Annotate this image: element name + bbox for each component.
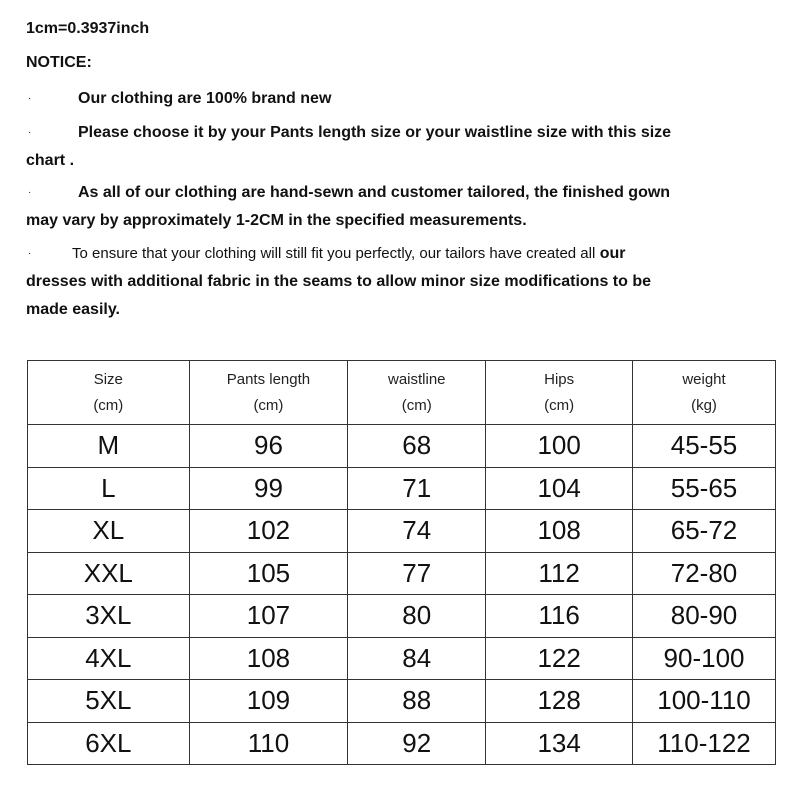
cell-pants-length: 105 [189, 552, 348, 595]
cell-hips: 100 [486, 425, 633, 468]
cell-pants-length: 99 [189, 467, 348, 510]
cell-waistline: 80 [348, 595, 486, 638]
table-body [28, 425, 776, 765]
cell-weight: 90-100 [633, 637, 776, 680]
bullet-dot: · [28, 248, 32, 259]
cell-size: M [28, 425, 190, 468]
cell-pants-length: 110 [189, 722, 348, 765]
cell-hips: 128 [486, 680, 633, 723]
bullet-dot: · [28, 187, 32, 198]
cell-weight: 100-110 [633, 680, 776, 723]
cell-waistline: 88 [348, 680, 486, 723]
notice-bullet-1 [26, 85, 331, 113]
table-row [28, 467, 776, 510]
cell-size: XXL [28, 552, 190, 595]
notice-bullet-4 [26, 240, 651, 324]
cell-weight: 110-122 [633, 722, 776, 765]
bullet-text-continued: may vary by approximately 1-2CM in the specified measurements. [26, 212, 527, 229]
cell-hips: 108 [486, 510, 633, 553]
header-waistline: waistline (cm) [348, 361, 486, 425]
cell-size: XL [28, 510, 190, 553]
table-header-row [28, 361, 776, 425]
table-row [28, 595, 776, 638]
notice-title: NOTICE: [26, 54, 92, 71]
table-row [28, 722, 776, 765]
bullet-text: Our clothing are 100% brand new [78, 90, 332, 107]
cell-waistline: 71 [348, 467, 486, 510]
header-size: Size (cm) [28, 361, 190, 425]
bullet-lead-bold: our [595, 245, 626, 262]
bullet-text-continued: dresses with additional fabric in the seams to allow minor size modifications to be [26, 273, 652, 290]
cell-waistline: 84 [348, 637, 486, 680]
header-weight: weight (kg) [633, 361, 776, 425]
cell-size: L [28, 467, 190, 510]
bullet-text-continued: chart . [26, 152, 75, 169]
cell-pants-length: 107 [189, 595, 348, 638]
cell-waistline: 92 [348, 722, 486, 765]
cell-waistline: 77 [348, 552, 486, 595]
bullet-text: As all of our clothing are hand-sewn and customer tailored, the finished gown [78, 184, 671, 201]
header-hips: Hips (cm) [486, 361, 633, 425]
cell-size: 4XL [28, 637, 190, 680]
cell-hips: 134 [486, 722, 633, 765]
cell-weight: 80-90 [633, 595, 776, 638]
bullet-text: Please choose it by your Pants length size or your waistline size with this size [78, 124, 672, 141]
notice-bullet-3 [26, 179, 670, 235]
cell-weight: 45-55 [633, 425, 776, 468]
cell-size: 3XL [28, 595, 190, 638]
cell-size: 5XL [28, 680, 190, 723]
size-chart-table [27, 360, 776, 765]
cell-pants-length: 108 [189, 637, 348, 680]
table-row [28, 510, 776, 553]
cell-weight: 65-72 [633, 510, 776, 553]
unit-conversion: 1cm=0.3937inch [26, 20, 150, 37]
bullet-text-continued: made easily. [26, 301, 120, 318]
notice-bullet-2 [26, 119, 671, 175]
table-row [28, 637, 776, 680]
bullet-dot: · [28, 93, 32, 104]
cell-waistline: 68 [348, 425, 486, 468]
cell-pants-length: 109 [189, 680, 348, 723]
header-pants-length: Pants length (cm) [189, 361, 348, 425]
cell-hips: 112 [486, 552, 633, 595]
cell-hips: 122 [486, 637, 633, 680]
bullet-dot: · [28, 127, 32, 138]
cell-hips: 116 [486, 595, 633, 638]
cell-weight: 72-80 [633, 552, 776, 595]
bullet-text [26, 240, 651, 268]
bullet-lead-text: To ensure that your clothing will still fit you perfectly, our tailors have created all [72, 245, 596, 262]
table-row [28, 425, 776, 468]
table-row [28, 552, 776, 595]
cell-weight: 55-65 [633, 467, 776, 510]
cell-hips: 104 [486, 467, 633, 510]
cell-size: 6XL [28, 722, 190, 765]
cell-pants-length: 96 [189, 425, 348, 468]
cell-pants-length: 102 [189, 510, 348, 553]
table-row [28, 680, 776, 723]
cell-waistline: 74 [348, 510, 486, 553]
